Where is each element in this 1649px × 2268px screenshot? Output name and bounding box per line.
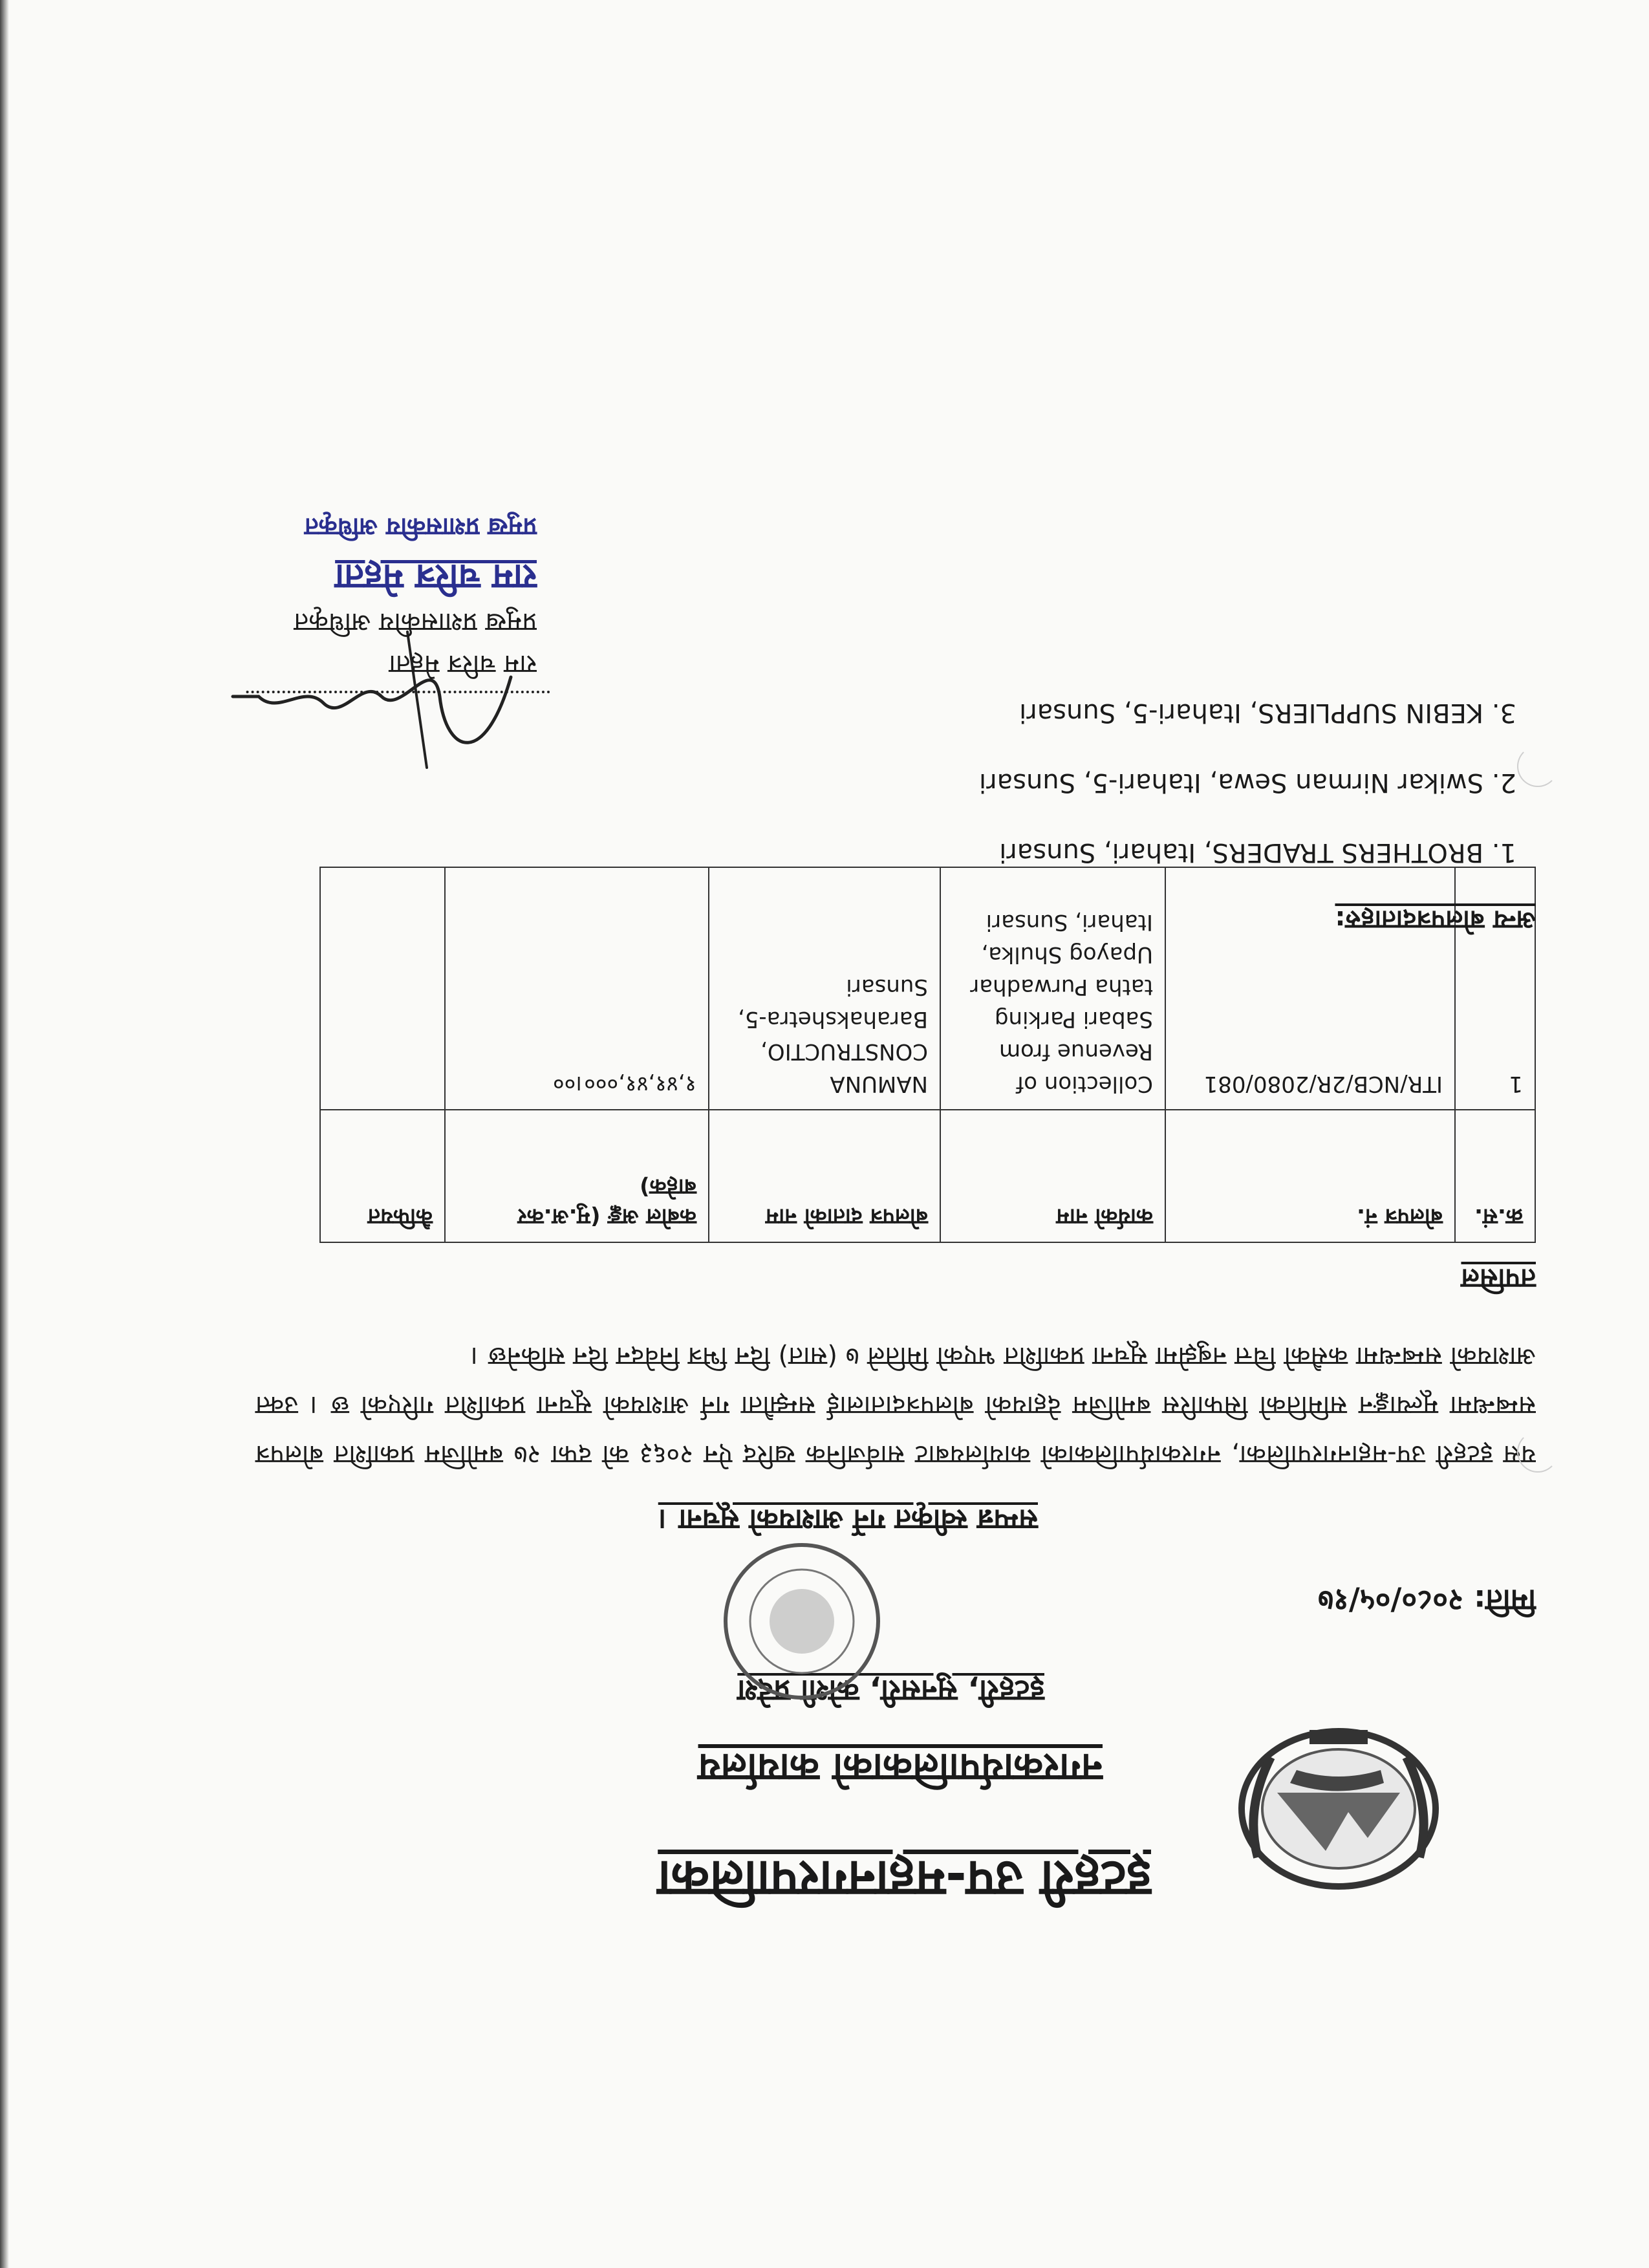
nepal-emblem-icon xyxy=(1232,1722,1445,1896)
col-header-bid-no: बोलपत्र नं. xyxy=(1165,1110,1455,1242)
col-header-amount: कबोल अङ्क (मु.अ.कर बाहेक) xyxy=(445,1110,709,1242)
blue-name-stamp xyxy=(226,473,550,603)
signatory-post: प्रमुख प्रशासकीय अधिकृत xyxy=(294,607,537,637)
cell-remarks xyxy=(320,867,445,1110)
org-title: इटहरी उप-महानगरपालिका xyxy=(658,1850,1151,1908)
list-item: 1. BROTHERS TRADERS, Itahari, Sunsari xyxy=(999,837,1516,867)
col-header-bidder: बोलपत्र दाताको नाम xyxy=(709,1110,940,1242)
cell-amount: १,४१,४१,०००।०० xyxy=(445,867,709,1110)
office-round-stamp-icon xyxy=(718,1537,886,1705)
stamp-post: प्रमुख प्रशासकीय अधिकृत xyxy=(304,513,537,541)
office-address: इटहरी, सुनसरी, कोशी प्रदेश xyxy=(737,1674,1044,1709)
stamp-name: राम चरित्र मेहता xyxy=(335,557,537,598)
signature-dotted-line xyxy=(246,691,550,693)
notice-subject: सम्पन्न स्वीकृत गर्ने आशयको सूचना । xyxy=(658,1503,1038,1536)
other-bidders-list xyxy=(979,678,1516,887)
office-title: नगरकार्यपालिकाको कार्यालय xyxy=(698,1745,1103,1790)
list-item: 3. KEBIN SUPPLIERS, Itahari-5, Sunsari xyxy=(1019,698,1516,728)
notice-date: मिति: २०८०/०५/१७ xyxy=(1318,1583,1536,1618)
cell-bidder: NAMUNA CONSTRUCTIO, Barahakshetra-5, Sunsari xyxy=(709,867,940,1110)
punch-hole-mark xyxy=(1517,746,1558,787)
cell-bid-no: ITR/NCB/2R/2080/081 xyxy=(1165,867,1455,1110)
table-heading: तपसिल xyxy=(1461,1263,1536,1295)
signatory-name: राम चरित्र मेहता xyxy=(389,649,537,679)
col-header-work-name: कार्यको नाम xyxy=(940,1110,1165,1242)
other-bidders-heading: अन्य बोलपत्रदाताहरु: xyxy=(1335,905,1536,934)
notice-body: यस इटहरी उप-महानगरपालिका, नगरकार्यपालिकाको कार्यालयबाट सार्वजनिक खरिद ऐन २०६३ को दफा २७ बमोजिम प्रकाशित बोलपत्र सम्बन्धमा मूल्याङ्कन समितिको सिफारिस बमोजिम देहायको बोलपत्रदातालाई सम्झौता गर्न आशयको सूचना प्रकाशित गरिएको छ । उक्त आशयको सम्बन्धमा कसैको चित्त नबुझेमा सूचना प्रकाशित भएको मितिले ७ (सात) दिन भित्र निवेदन दिन सकिनेछ । xyxy=(255,1341,1536,1469)
col-header-remarks: कैफियत xyxy=(320,1110,445,1242)
cell-sn: 1 xyxy=(1455,867,1535,1110)
punch-hole-mark xyxy=(1517,1431,1558,1473)
col-header-sn: क्र.सं. xyxy=(1455,1110,1535,1242)
list-item: 2. Swikar Nirman Sewa, Itahari-5, Sunsari xyxy=(979,768,1516,797)
scan-edge-shadow xyxy=(0,0,9,2268)
table-header-row xyxy=(320,1110,1535,1242)
cell-work-name: Collection of Revenue from Sabari Parking tatha Purwadhar Upayog Shulka, Itahari, Sunsari xyxy=(940,867,1165,1110)
